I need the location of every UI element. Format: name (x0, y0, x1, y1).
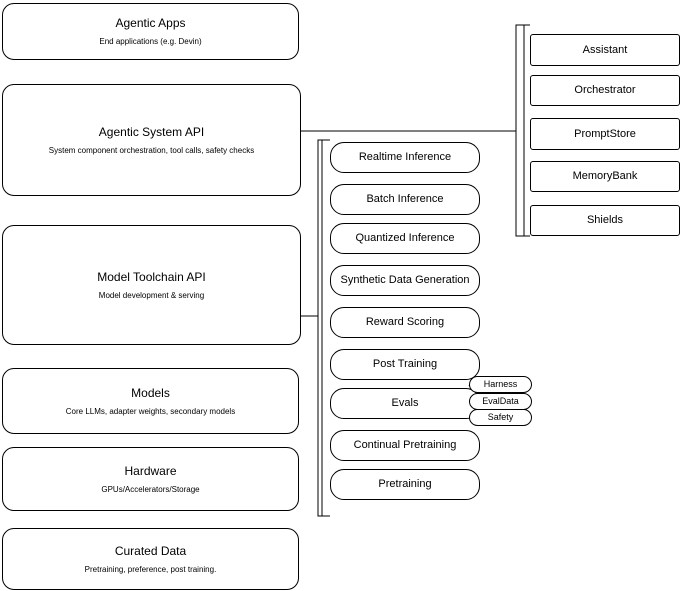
stack-layer-subtitle: End applications (e.g. Devin) (99, 37, 202, 46)
stack-layer-title: Models (131, 385, 170, 400)
stack-layer-subtitle: Pretraining, preference, post training. (84, 564, 217, 574)
component-label: Pretraining (378, 478, 432, 490)
toolchain-component-batch-inference[interactable] (330, 184, 480, 215)
toolchain-component-reward-scoring[interactable] (330, 307, 480, 338)
stack-layer-agentic-system-api[interactable] (2, 84, 301, 196)
stack-layer-subtitle: Core LLMs, adapter weights, secondary models (65, 406, 236, 416)
stack-layer-model-toolchain-api[interactable] (2, 225, 301, 345)
agentic-component-assistant[interactable] (530, 34, 680, 66)
component-label: Harness (483, 379, 518, 389)
agentic-component-promptstore[interactable] (530, 118, 680, 150)
stack-layer-agentic-apps[interactable] (2, 3, 299, 60)
stack-layer-subtitle: System component orchestration, tool calls, safety checks (48, 145, 255, 155)
eval-component-harness[interactable] (469, 376, 532, 393)
component-label: MemoryBank (572, 170, 638, 182)
agentic-component-memorybank[interactable] (530, 161, 680, 192)
stack-layer-subtitle: Model development & serving (98, 290, 205, 300)
agentic-component-orchestrator[interactable] (530, 75, 680, 106)
component-label: PromptStore (574, 127, 636, 140)
component-label: Quantized Inference (355, 232, 455, 244)
stack-layer-title: Model Toolchain API (97, 269, 206, 284)
stack-layer-curated-data[interactable] (2, 528, 299, 590)
stack-layer-subtitle: GPUs/Accelerators/Storage (101, 484, 200, 494)
component-label: Post Training (372, 358, 438, 370)
toolchain-component-realtime-inference[interactable] (330, 142, 480, 173)
stack-layer-title: Curated Data (114, 543, 187, 558)
stack-layer-hardware[interactable] (2, 447, 299, 511)
component-label: Reward Scoring (365, 316, 445, 328)
eval-component-safety[interactable] (469, 409, 532, 426)
component-label: EvalData (482, 396, 519, 406)
component-label: Continual Pretraining (353, 439, 457, 451)
stack-layer-title: Hardware (124, 463, 177, 478)
toolchain-component-pretraining[interactable] (330, 469, 480, 500)
component-label: Assistant (582, 43, 628, 56)
component-label: Realtime Inference (358, 151, 452, 163)
stack-layer-models[interactable] (2, 368, 299, 434)
component-label: Batch Inference (366, 193, 444, 205)
stack-layer-title: Agentic System API (98, 124, 205, 139)
toolchain-component-quantized-inference[interactable] (330, 223, 480, 254)
toolchain-component-post-training[interactable] (330, 349, 480, 380)
eval-component-evaldata[interactable] (469, 393, 532, 410)
agentic-component-shields[interactable] (530, 205, 680, 236)
component-label: Shields (586, 214, 624, 226)
component-label: Evals (391, 397, 419, 409)
component-label: Safety (487, 412, 514, 422)
toolchain-component-synthetic-data-generation[interactable] (330, 265, 480, 296)
component-label: Orchestrator (574, 84, 636, 96)
toolchain-component-evals[interactable] (330, 388, 480, 419)
component-label: Synthetic Data Generation (340, 274, 470, 286)
stack-layer-title: Agentic Apps (115, 16, 186, 30)
toolchain-component-continual-pretraining[interactable] (330, 430, 480, 461)
